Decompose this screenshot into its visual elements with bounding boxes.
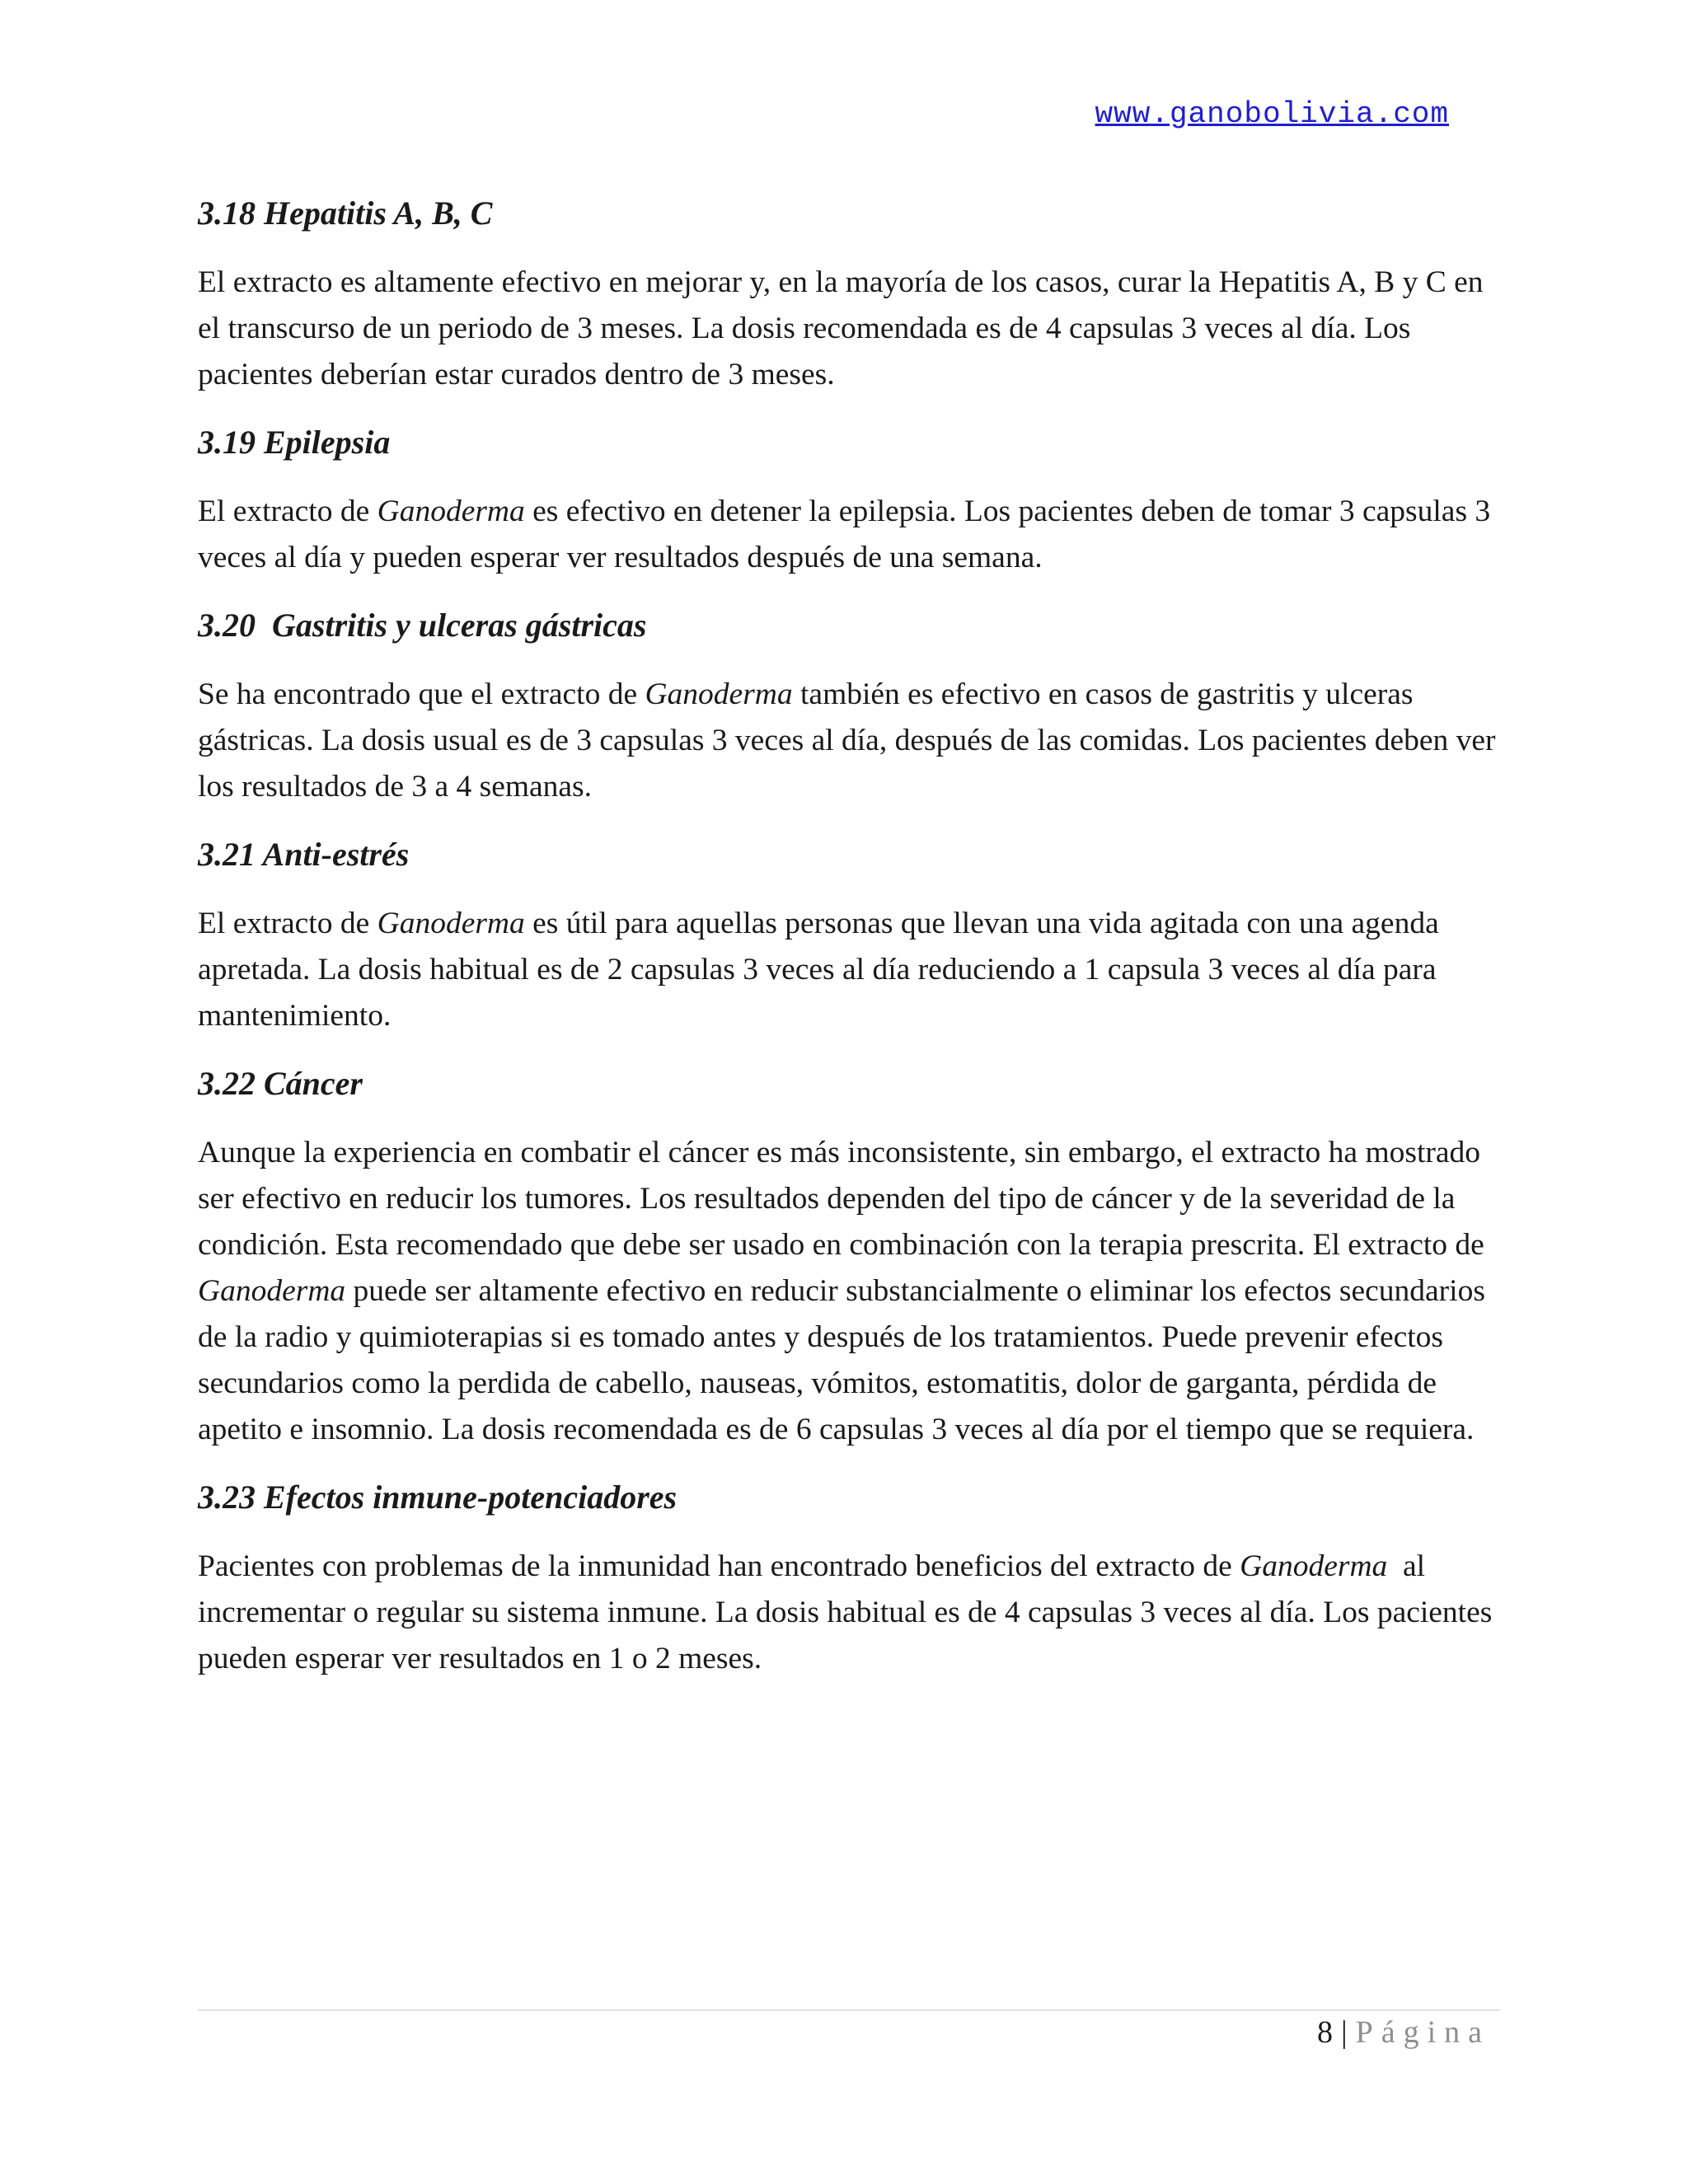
section-heading-epilepsia: 3.19 Epilepsia [198, 424, 391, 461]
page-content [198, 194, 1500, 1707]
section-body-gastritis [198, 672, 1500, 810]
species-name: Ganoderma [198, 1274, 346, 1308]
page-label: Página [1355, 2015, 1490, 2050]
body-text: es útil para aquellas personas que llevan una vida agitada con una agenda apretada. La dosis habitual es de 2 capsulas 3 veces al día reduciendo a 1 capsula 3 veces al día para mantenimiento. [198, 907, 1439, 1033]
body-text: El extracto de [198, 907, 377, 940]
section-heading-anti-estres: 3.21 Anti-estrés [198, 836, 410, 873]
body-text: Se ha encontrado que el extracto de [198, 677, 645, 711]
section-body-hepatitis: El extracto es altamente efectivo en mejorar y, en la mayoría de los casos, curar la Hepatitis A, B y C en el transcurso de un periodo de 3 meses. La dosis recomendada es de 4 capsulas 3 veces al día. Los pacientes deberían estar curados dentro de 3 meses. [198, 265, 1484, 391]
body-text: El extracto de [198, 494, 377, 528]
section-body-epilepsia [198, 489, 1500, 581]
footer-separator: | [1340, 2015, 1348, 2050]
page-footer [1317, 2014, 1490, 2050]
section-heading-inmune: 3.23 Efectos inmune-potenciadores [198, 1479, 678, 1516]
species-name: Ganoderma [645, 677, 793, 711]
website-link[interactable]: www.ganobolivia.com [1095, 97, 1449, 131]
section-body-cancer [198, 1130, 1500, 1453]
section-heading-cancer: 3.22 Cáncer [198, 1065, 363, 1102]
body-text: Aunque la experiencia en combatir el cáncer es más inconsistente, sin embargo, el extracto ha mostrado ser efectivo en reducir los tumores. Los resultados dependen del tipo de cáncer y de la severidad de la condición. Esta recomendado que debe ser usado en combinación con la terapia prescrita. El extracto de [198, 1136, 1484, 1262]
species-name: Ganoderma [377, 907, 525, 940]
body-text: puede ser altamente efectivo en reducir substancialmente o eliminar los efectos secundarios de la radio y quimioterapias si es tomado antes y después de los tratamientos. Puede prevenir efectos secundarios como la perdida de cabello, nauseas, vómitos, estomatitis, dolor de garganta, pérdida de apetito e insomnio. La dosis recomendada es de 6 capsulas 3 veces al día por el tiempo que se requiera. [198, 1274, 1485, 1446]
body-text: también es efectivo en casos de gastritis y ulceras gástricas. La dosis usual es de 3 capsulas 3 veces al día, después de las comidas. Los pacientes deben ver los resultados de 3 a 4 semanas. [198, 677, 1496, 804]
body-text: Pacientes con problemas de la inmunidad han encontrado beneficios del extracto de [198, 1549, 1240, 1583]
body-text: al incrementar o regular su sistema inmune. La dosis habitual es de 4 capsulas 3 veces al día. Los pacientes pueden esperar ver resultados en 1 o 2 meses. [198, 1549, 1500, 1675]
section-body-anti-estres [198, 901, 1500, 1039]
page-number: 8 [1316, 2015, 1333, 2050]
section-body-inmune [198, 1544, 1500, 1682]
species-name: Ganoderma [1240, 1549, 1388, 1583]
body-text: es efectivo en detener la epilepsia. Los pacientes deben de tomar 3 capsulas 3 veces al día y pueden esperar ver resultados después de una semana. [198, 494, 1491, 574]
section-heading-gastritis: 3.20 Gastritis y ulceras gástricas [198, 607, 647, 644]
section-heading-hepatitis: 3.18 Hepatitis A, B, C [198, 194, 493, 232]
species-name: Ganoderma [377, 494, 525, 528]
footer-divider [198, 2009, 1500, 2011]
